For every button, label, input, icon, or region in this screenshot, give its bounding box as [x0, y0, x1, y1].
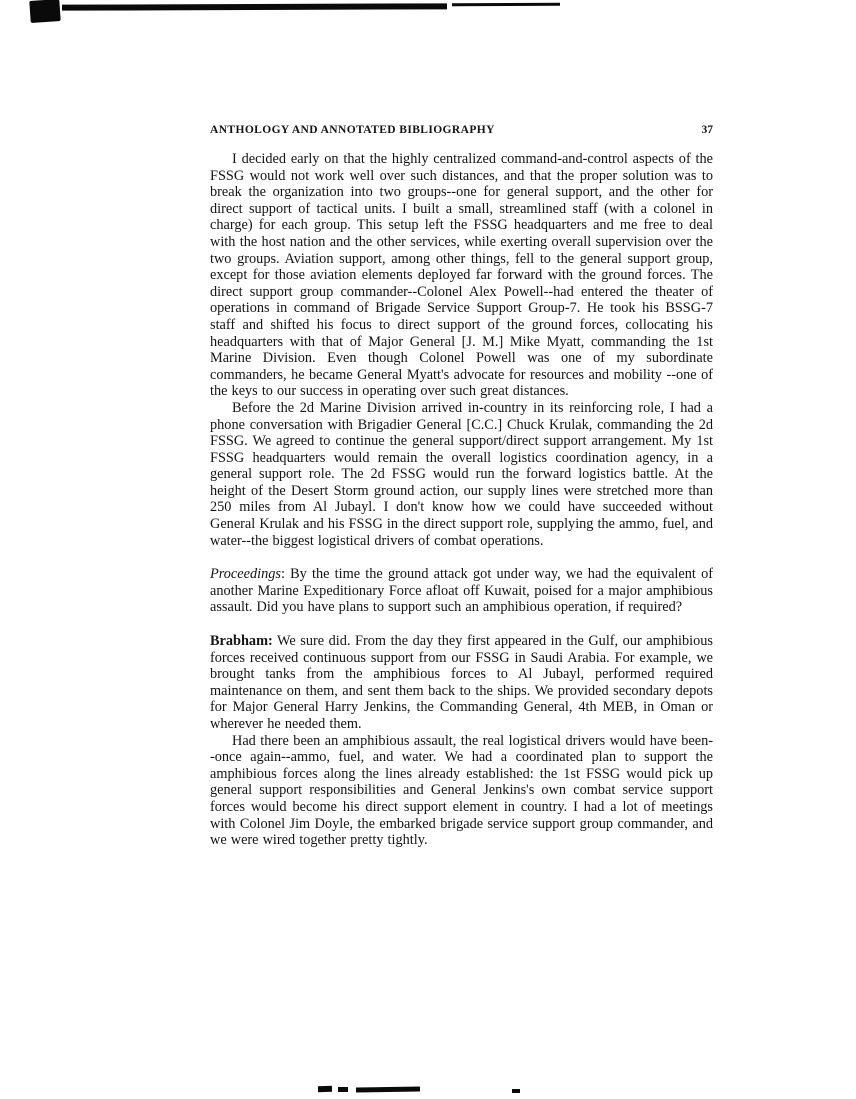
scan-artifact-top-line [62, 3, 447, 10]
paragraph-5-text: Had there been an amphibious assault, the real logistical drivers would have been--once again--ammo, fuel, and water. We had a coordinated plan to support the amphibious forces along the lines already established: the 1st FSSG would pick up general support responsibilities and General Jenkins's own combat service support forces would become his direct support element in country. I had a lot of meetings with Colonel Jim Doyle, the embarked brigade service support group commander, and we were wired together pretty tightly. [210, 732, 713, 849]
page-number: 37 [701, 124, 713, 136]
scan-artifact-top-line-2 [452, 3, 560, 7]
page-content [210, 124, 713, 849]
paragraph-brabham-text: We sure did. From the day they first appeared in the Gulf, our amphibious forces received continuous support from our FSSG in Saudi Arabia. For example, we brought tanks from the amphibious forces to Al Jubayl, performed required maintenance on them, and sent them back to the ships. We provided secondary depots for Major General Harry Jenkins, the Commanding General, 4th MEB, in Oman or wherever he needed them. [210, 633, 713, 732]
paragraph-2-text: Before the 2d Marine Division arrived in-country in its reinforcing role, I had a phone conversation with Brigadier General [C.C.] Chuck Krulak, commanding the 2d FSSG. We agreed to continue the general support/direct support arrangement. My 1st FSSG headquarters would remain the overall logistics coordination agency, in a general support role. The 2d FSSG would run the forward logistics battle. At the height of the Desert Storm ground action, our supply lines were stretched more than 250 miles from Al Jubayl. I don't know how we could have succeeded without General Krulak and his FSSG in the direct support role, supplying the ammo, fuel, and water--the biggest logistical drivers of combat operations. [210, 399, 713, 549]
paragraph-proceedings [210, 566, 713, 616]
scan-artifact-bottom [318, 1086, 332, 1092]
body-text [210, 151, 713, 849]
scan-artifact-top-blob [29, 0, 60, 23]
scan-artifact-bottom [338, 1087, 348, 1092]
running-head [210, 124, 713, 136]
paragraph-brabham [210, 633, 713, 733]
paragraph-5 [210, 733, 713, 849]
paragraph-2 [210, 400, 713, 549]
paragraph-proceedings-text: : By the time the ground attack got under way, we had the equivalent of another Marine Expeditionary Force afloat off Kuwait, poised for a major amphibious assault. Did you have plans to support such an amphibious operation, if required? [210, 566, 713, 616]
running-title: ANTHOLOGY AND ANNOTATED BIBLIOGRAPHY [210, 124, 495, 136]
brabham-speaker-label: Brabham: [210, 633, 273, 650]
scan-artifact-bottom [356, 1086, 420, 1092]
paragraph-1 [210, 151, 713, 400]
proceedings-speaker-label: Proceedings [210, 566, 281, 583]
scan-artifact-bottom [512, 1089, 520, 1093]
paragraph-1-text: I decided early on that the highly centralized command-and-control aspects of the FSSG would not work well over such distances, and that the proper solution was to break the organization into two groups--one for general support, and the other for direct support of tactical units. I built a small, streamlined staff (with a colonel in charge) for each group. This setup left the FSSG headquarters and me free to deal with the host nation and the other services, while exerting overall supervision over the two groups. Aviation support, among other things, fell to the general support group, except for those aviation elements deployed far forward with the ground forces. The direct support group commander--Colonel Alex Powell--had entered the theater of operations in command of Brigade Service Support Group-7. He took his BSSG-7 staff and shifted his focus to direct support of the ground forces, collocating his headquarters with that of Major General [J. M.] Mike Myatt, commanding the 1st Marine Division. Even though Colonel Powell was one of my subordinate commanders, he became General Myatt's advocate for resources and mobility --one of the keys to our success in operating over such great distances. [210, 151, 713, 400]
